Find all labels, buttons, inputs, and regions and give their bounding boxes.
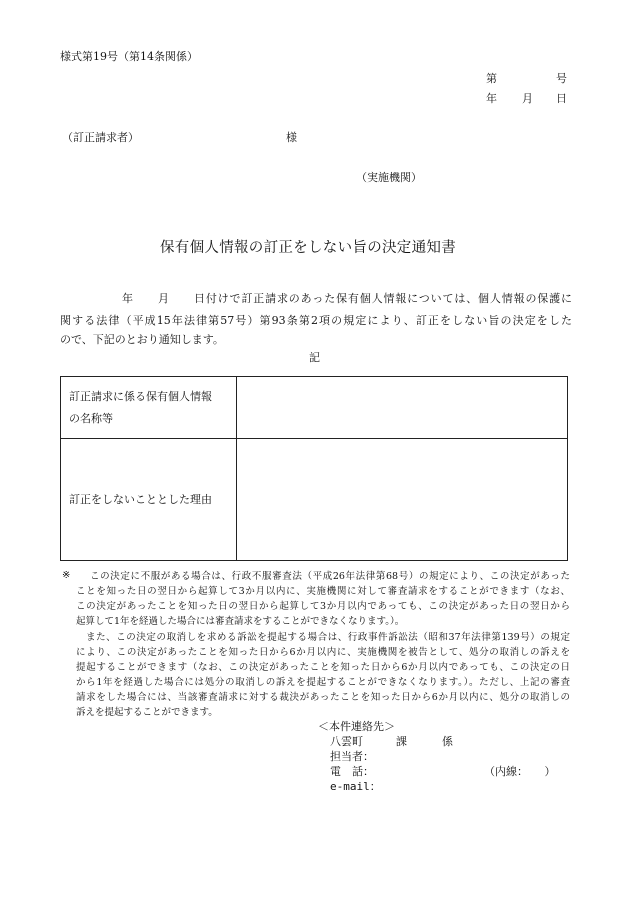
note-p2-line-1: また、この決定の取消しを求める訴訟を提起する場合は、行政事件訴訟法（昭和37年法律第139号）の規定 [86,632,570,643]
contact-email: e-mail： [330,780,381,793]
ki-heading: 記 [309,351,320,364]
note-p2-line-4: から1年を経過した場合には処分の取消しの訴えを提起することができなくなります。）。ただし、上記の審査 [76,677,570,688]
reason-field[interactable] [237,439,568,561]
page-title: 保有個人情報の訂正をしない旨の決定通知書 [160,240,456,256]
info-name-label: 訂正請求に係る保有個人情報 の名称等 [61,377,237,439]
honorific-sama: 様 [286,131,297,144]
decision-table [60,376,568,561]
body-month: 月 [158,292,169,305]
reason-label: 訂正をしないこととした理由 [61,439,237,561]
contact-town: 八雲町 [330,735,363,748]
doc-number-go: 号 [556,72,567,85]
contact-person: 担当者： [330,750,374,763]
contact-phone: 電 話： [330,765,374,778]
form-number: 様式第19号（第14条関係） [60,50,198,63]
info-name-field[interactable] [237,377,568,439]
contact-heading: ＜本件連絡先＞ [318,720,395,733]
date-year: 年 [486,92,497,105]
agency-label: （実施機関） [356,171,422,184]
note-p2-line-6: 訴えを提起することができます。 [76,707,218,718]
contact-extension: （内線： ） [484,765,556,778]
body-line-1: 日付けで訂正請求のあった保有個人情報については、個人情報の保護に [194,292,572,305]
note-p1-line-4: 起算して1年を経過した場合には審査請求をすることができなくなります。）。 [76,616,405,627]
note-p2-line-2: により、この決定があったことを知った日から6か月以内に、実施機関を被告として、処分の取消しの訴えを [76,647,570,658]
date-day: 日 [556,92,567,105]
requester-label: （訂正請求者） [62,131,139,144]
doc-number-dai: 第 [486,72,497,85]
note-mark: ※ [62,570,71,581]
contact-kakari: 係 [442,735,453,748]
body-line-3: ので、下記のとおり通知します。 [60,333,224,346]
body-year: 年 [122,292,133,305]
note-p1-line-2: ことを知った日の翌日から起算して3か月以内に、実施機関に対して審査請求をすることができます（なお、 [76,586,570,597]
contact-ka: 課 [396,735,407,748]
note-p1-line-1: この決定に不服がある場合は、行政不服審査法（平成26年法律第68号）の規定により、この決定があった [90,571,570,582]
date-month: 月 [522,92,533,105]
note-p2-line-3: 提起することができます（なお、この決定があったことを知った日から6か月以内であっても、この決定の日 [76,662,570,673]
body-line-2: 関する法律（平成15年法律第57号）第93条第2項の規定により、訂正をしない旨の決定をした [60,314,572,327]
note-p2-line-5: 請求をした場合には、当該審査請求に対する裁決があったことを知った日から6か月以内に、処分の取消しの [76,692,570,703]
note-p1-line-3: この決定があったことを知った日の翌日から起算して3か月以内であっても、この決定があった日の翌日から [76,601,570,612]
